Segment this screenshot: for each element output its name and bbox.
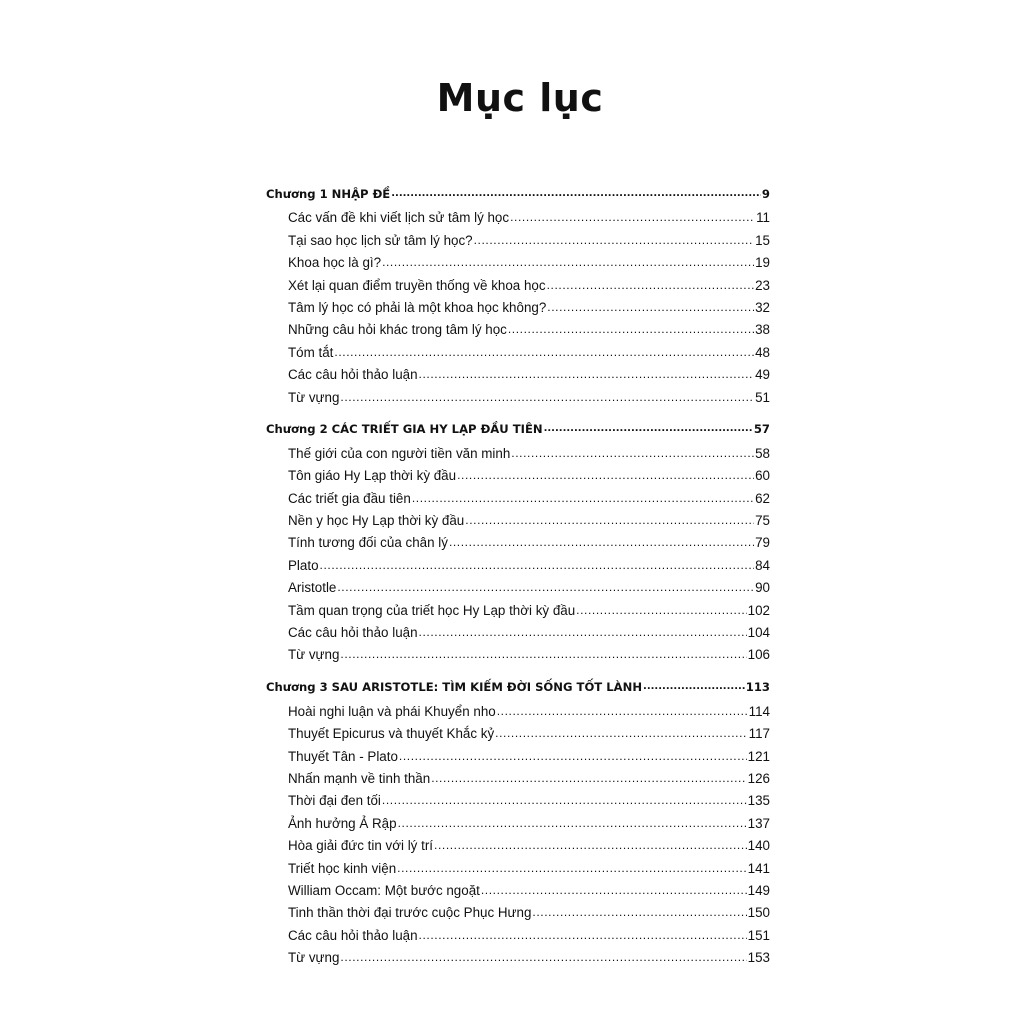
dot-leader: [457, 467, 754, 480]
dot-leader: [434, 837, 747, 850]
entry-title: Các triết gia đầu tiên: [288, 490, 411, 506]
table-of-contents: [266, 186, 770, 971]
entry-title: Aristotle: [288, 580, 337, 596]
page-number: 49: [755, 367, 770, 383]
entry-title: Nhấn mạnh về tinh thần: [288, 770, 431, 786]
page-number: 48: [755, 344, 770, 360]
page-number: 15: [755, 232, 770, 248]
dot-leader: [508, 321, 754, 334]
toc-entry: [266, 747, 770, 769]
toc-entry: [266, 556, 770, 578]
toc-entry: [266, 904, 770, 926]
dot-leader: [495, 725, 747, 738]
page-number: 150: [747, 905, 770, 921]
page-number: 51: [755, 389, 770, 405]
toc-entry: [266, 467, 770, 489]
entry-title: Các câu hỏi thảo luận: [288, 625, 418, 641]
entry-title: Tinh thần thời đại trước cuộc Phục Hưng: [288, 905, 532, 921]
entry-title: Nền y học Hy Lạp thời kỳ đầu: [288, 513, 465, 529]
toc-entry: [266, 926, 770, 948]
toc-entry: [266, 859, 770, 881]
page-number: 126: [747, 770, 770, 786]
entry-title: Thế giới của con người tiền văn minh: [288, 445, 511, 461]
toc-entry: [266, 579, 770, 601]
toc-entry: [266, 299, 770, 321]
entry-title: Thuyết Epicurus và thuyết Khắc kỷ: [288, 726, 495, 742]
page-number: 58: [755, 445, 770, 461]
toc-entry: [266, 512, 770, 534]
dot-leader: [337, 579, 754, 592]
dot-leader: [382, 792, 747, 805]
chapter-title: Chương 2 CÁC TRIẾT GIA HY LẠP ĐẦU TIÊN: [266, 422, 543, 437]
page-number: 84: [755, 557, 770, 573]
dot-leader: [320, 556, 755, 569]
toc-entry: [266, 792, 770, 814]
chapter-title: Chương 1 NHẬP ĐỀ: [266, 186, 391, 201]
entry-title: Thời đại đen tối: [288, 793, 381, 809]
page-number: 141: [747, 860, 770, 876]
toc-entry: [266, 388, 770, 410]
page-number: 75: [755, 513, 770, 529]
toc-entry: [266, 321, 770, 343]
page-number: 106: [747, 647, 770, 663]
toc-entry: [266, 489, 770, 511]
page-number: 9: [761, 186, 770, 201]
dot-leader: [547, 299, 754, 312]
page-number: 102: [747, 602, 770, 618]
toc-entry: [266, 770, 770, 792]
entry-title: Tầm quan trọng của triết học Hy Lạp thời kỳ đầu: [288, 602, 576, 618]
dot-leader: [412, 489, 754, 502]
page-number: 60: [755, 468, 770, 484]
toc-entry: [266, 725, 770, 747]
entry-title: William Occam: Một bước ngoặt: [288, 882, 480, 898]
entry-title: Tóm tắt: [288, 344, 334, 360]
entry-title: Tâm lý học có phải là một khoa học không?: [288, 299, 547, 315]
page-number: 151: [747, 927, 770, 943]
page-number: 117: [748, 726, 770, 742]
page-number: 90: [755, 580, 770, 596]
chapter-title: Chương 3 SAU ARISTOTLE: TÌM KIẾM ĐỜI SỐNG TỐT LÀNH: [266, 680, 643, 695]
dot-leader: [576, 601, 746, 614]
dot-leader: [547, 276, 755, 289]
toc-entry: [266, 624, 770, 646]
dot-leader: [431, 770, 746, 783]
page-number: 32: [755, 299, 770, 315]
toc-entry: [266, 231, 770, 253]
toc-entry: [266, 534, 770, 556]
page-number: 11: [756, 210, 770, 226]
chapter-heading: [266, 422, 770, 445]
toc-entry: [266, 276, 770, 298]
entry-title: Khoa học là gì?: [288, 255, 382, 271]
page-number: 137: [747, 815, 770, 831]
page-number: 104: [747, 625, 770, 641]
entry-title: Xét lại quan điểm truyền thống về khoa học: [288, 277, 546, 293]
entry-title: Tại sao học lịch sử tâm lý học?: [288, 232, 473, 248]
chapter-3: [266, 679, 770, 971]
page-number: 23: [755, 277, 770, 293]
entry-title: Từ vựng: [288, 389, 340, 405]
entry-title: Hòa giải đức tin với lý trí: [288, 838, 434, 854]
dot-leader: [397, 859, 746, 872]
chapter-heading: [266, 679, 770, 702]
dot-leader: [511, 445, 754, 458]
page-number: 114: [748, 703, 770, 719]
dot-leader: [334, 343, 754, 356]
page-title: Mục lục: [436, 76, 604, 120]
dot-leader: [340, 646, 746, 659]
page-number: 62: [755, 490, 770, 506]
dot-leader: [532, 904, 746, 917]
page-number: 57: [753, 422, 770, 437]
entry-title: Plato: [288, 557, 319, 573]
dot-leader: [465, 512, 754, 525]
dot-leader: [419, 624, 747, 637]
page-number: 135: [747, 793, 770, 809]
toc-entry: [266, 254, 770, 276]
entry-title: Các vấn đề khi viết lịch sử tâm lý học: [288, 210, 510, 226]
entry-title: Triết học kinh viện: [288, 860, 397, 876]
toc-entry: [266, 702, 770, 724]
dot-leader: [391, 186, 761, 198]
entry-title: Tính tương đối của chân lý: [288, 535, 448, 551]
entry-title: Những câu hỏi khác trong tâm lý học: [288, 322, 507, 338]
toc-entry: [266, 814, 770, 836]
toc-entry: [266, 343, 770, 365]
entry-title: Các câu hỏi thảo luận: [288, 367, 418, 383]
entry-title: Ảnh hưởng Ả Rập: [288, 815, 397, 831]
page-number: 121: [747, 748, 770, 764]
chapter-1: [266, 186, 770, 411]
dot-leader: [419, 926, 747, 939]
entry-title: Từ vựng: [288, 647, 340, 663]
page-number: 140: [747, 838, 770, 854]
entry-title: Tôn giáo Hy Lạp thời kỳ đầu: [288, 468, 457, 484]
page-number: 19: [755, 255, 770, 271]
toc-entry: [266, 949, 770, 971]
dot-leader: [419, 366, 755, 379]
dot-leader: [340, 388, 754, 401]
dot-leader: [544, 422, 753, 434]
dot-leader: [398, 814, 747, 827]
entry-title: Từ vựng: [288, 950, 340, 966]
dot-leader: [481, 882, 747, 895]
toc-entry: [266, 601, 770, 623]
dot-leader: [643, 679, 745, 691]
dot-leader: [510, 209, 755, 222]
dot-leader: [497, 702, 748, 715]
page-number: 153: [747, 950, 770, 966]
chapter-heading: [266, 186, 770, 209]
dot-leader: [474, 231, 754, 244]
page-number: 79: [755, 535, 770, 551]
page-number: 38: [755, 322, 770, 338]
toc-entry: [266, 209, 770, 231]
page-number: 113: [745, 680, 770, 695]
toc-entry: [266, 882, 770, 904]
dot-leader: [340, 949, 746, 962]
toc-entry: [266, 366, 770, 388]
entry-title: Thuyết Tân - Plato: [288, 748, 398, 764]
toc-entry: [266, 646, 770, 668]
entry-title: Các câu hỏi thảo luận: [288, 927, 418, 943]
entry-title: Hoài nghi luận và phái Khuyển nho: [288, 703, 496, 719]
dot-leader: [399, 747, 747, 760]
chapter-2: [266, 422, 770, 669]
toc-entry: [266, 837, 770, 859]
page-number: 149: [747, 882, 770, 898]
dot-leader: [382, 254, 754, 267]
toc-entry: [266, 445, 770, 467]
dot-leader: [449, 534, 754, 547]
